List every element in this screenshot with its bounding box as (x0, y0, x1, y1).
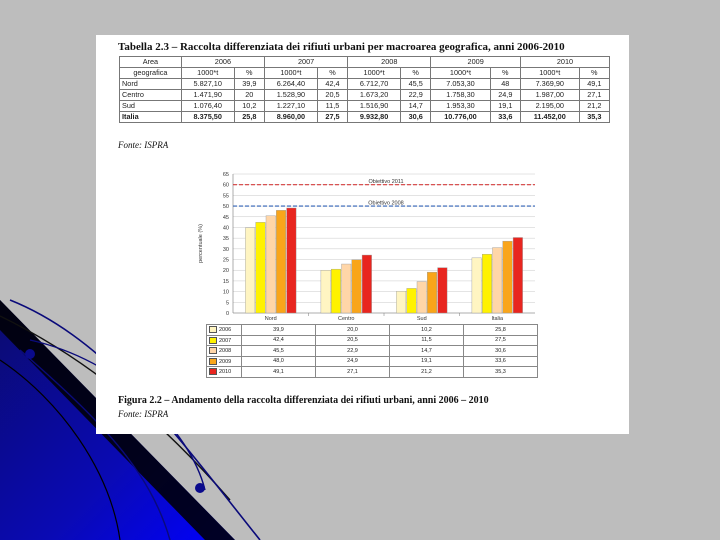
unit-header: 1000*t (181, 68, 234, 79)
y-tick-label: 40 (222, 225, 229, 232)
bar (342, 264, 352, 313)
y-tick-label: 50 (222, 204, 229, 211)
table-cell: 8.960,00 (264, 112, 317, 123)
data-label: 48,0 (242, 356, 316, 367)
table-cell: 20,5 (317, 90, 347, 101)
bar (245, 228, 255, 313)
legend-entry (207, 356, 242, 367)
reference-line-label: Obiettivo 2008 (368, 200, 404, 207)
legend-label: 2010 (219, 369, 232, 376)
bar (287, 208, 297, 313)
unit-header: 1000*t (264, 68, 317, 79)
data-label: 20,0 (316, 325, 390, 336)
table-cell: 14,7 (401, 101, 431, 112)
table-source: Fonte: ISPRA (118, 140, 169, 150)
table-cell: 1.953,30 (431, 101, 490, 112)
table-cell: 48 (490, 79, 520, 90)
data-label: 11,5 (390, 335, 464, 346)
table-cell: 11,5 (317, 101, 347, 112)
unit-header: 1000*t (520, 68, 579, 79)
year-header: 2009 (431, 57, 521, 68)
table-cell: 2.195,00 (520, 101, 579, 112)
chart-data-table (206, 324, 538, 378)
row-area-label: Nord (120, 79, 182, 90)
table-cell: 1.758,30 (431, 90, 490, 101)
bar (396, 291, 406, 313)
data-label: 22,9 (316, 346, 390, 357)
y-tick-label: 45 (222, 214, 229, 221)
table-cell: 21,2 (579, 101, 609, 112)
year-header: 2006 (181, 57, 264, 68)
y-tick-label: 10 (222, 289, 229, 296)
bar (493, 248, 503, 313)
unit-header: 1000*t (431, 68, 490, 79)
legend-swatch (209, 358, 217, 365)
data-label: 30,6 (464, 346, 538, 357)
bar (407, 288, 417, 313)
legend-entry (207, 367, 242, 378)
data-label: 19,1 (390, 356, 464, 367)
legend-swatch (209, 337, 217, 344)
unit-header: % (317, 68, 347, 79)
legend-label: 2008 (219, 348, 232, 355)
y-tick-label: 5 (225, 300, 229, 307)
bar (513, 238, 523, 313)
bar (362, 255, 372, 313)
accent-dot (195, 483, 205, 493)
row-area-label: Italia (120, 112, 182, 123)
bar (482, 254, 492, 313)
table-cell: 10,2 (234, 101, 264, 112)
legend-entry (207, 346, 242, 357)
y-tick-label: 60 (222, 182, 229, 189)
row-area-label: Centro (120, 90, 182, 101)
table-cell: 1.516,90 (348, 101, 401, 112)
table-cell: 6.712,70 (348, 79, 401, 90)
table-cell: 49,1 (579, 79, 609, 90)
table-cell: 20 (234, 90, 264, 101)
legend-row (207, 325, 538, 336)
x-category-label: Nord (264, 316, 277, 322)
legend-entry (207, 325, 242, 336)
table-cell: 25,8 (234, 112, 264, 123)
table-cell: 27,1 (579, 90, 609, 101)
unit-header: % (490, 68, 520, 79)
legend-label: 2007 (219, 337, 232, 344)
figure-source: Fonte: ISPRA (118, 409, 169, 419)
legend-row (207, 367, 538, 378)
table-cell: 6.264,40 (264, 79, 317, 90)
year-header: 2007 (264, 57, 347, 68)
table-cell: 7.053,30 (431, 79, 490, 90)
data-label: 24,9 (316, 356, 390, 367)
table-cell: 1.471,90 (181, 90, 234, 101)
table-cell: 22,9 (401, 90, 431, 101)
table-cell: 1.076,40 (181, 101, 234, 112)
data-label: 45,5 (242, 346, 316, 357)
legend-label: 2006 (219, 327, 232, 334)
table-cell: 27,5 (317, 112, 347, 123)
legend-row (207, 335, 538, 346)
y-tick-label: 65 (222, 172, 229, 178)
legend-row (207, 356, 538, 367)
bar (427, 272, 437, 313)
bar (331, 269, 341, 313)
table-cell: 5.827,10 (181, 79, 234, 90)
data-label: 21,2 (390, 367, 464, 378)
table-cell: 8.375,50 (181, 112, 234, 123)
data-label: 42,4 (242, 335, 316, 346)
bar (472, 258, 482, 313)
data-label: 33,6 (464, 356, 538, 367)
table-cell: 1.227,10 (264, 101, 317, 112)
table-cell: 19,1 (490, 101, 520, 112)
bar (352, 260, 362, 313)
y-axis-label: percentuale (%) (198, 224, 204, 263)
bar (266, 216, 276, 313)
year-header: 2010 (520, 57, 609, 68)
x-category-label: Italia (491, 316, 504, 322)
data-label: 10,2 (390, 325, 464, 336)
bar (321, 270, 331, 313)
table-cell: 1.987,00 (520, 90, 579, 101)
table-cell: 35,3 (579, 112, 609, 123)
year-header: 2008 (348, 57, 431, 68)
table-cell: 24,9 (490, 90, 520, 101)
figure-title: Figura 2.2 – Andamento della raccolta differenziata dei rifiuti urbani, anni 2006 – 2010 (118, 395, 489, 406)
y-tick-label: 15 (222, 278, 229, 285)
legend-label: 2009 (219, 358, 232, 365)
table-cell: 7.369,90 (520, 79, 579, 90)
legend-swatch (209, 368, 217, 375)
y-tick-label: 30 (222, 246, 229, 253)
unit-header: 1000*t (348, 68, 401, 79)
table-cell: 42,4 (317, 79, 347, 90)
table-cell: 11.452,00 (520, 112, 579, 123)
bar-chart (96, 35, 629, 335)
legend-swatch (209, 347, 217, 354)
data-label: 39,9 (242, 325, 316, 336)
area-subheader: geografica (120, 68, 182, 79)
accent-dot (25, 349, 35, 359)
data-label: 20,5 (316, 335, 390, 346)
data-label: 49,1 (242, 367, 316, 378)
legend-swatch (209, 326, 217, 333)
unit-header: % (401, 68, 431, 79)
y-tick-label: 20 (222, 268, 229, 275)
y-tick-label: 55 (222, 193, 229, 200)
legend-entry (207, 335, 242, 346)
data-label: 35,3 (464, 367, 538, 378)
data-label: 25,8 (464, 325, 538, 336)
table-cell: 1.528,90 (264, 90, 317, 101)
x-category-label: Sud (416, 316, 427, 322)
y-tick-label: 0 (225, 311, 229, 317)
data-label: 27,5 (464, 335, 538, 346)
legend-row (207, 346, 538, 357)
reference-line-label: Obiettivo 2011 (368, 179, 404, 186)
table-cell: 30,6 (401, 112, 431, 123)
bar (276, 210, 286, 313)
bar (503, 241, 513, 313)
x-category-label: Centro (337, 316, 355, 322)
area-header: Area (120, 57, 182, 68)
data-label: 27,1 (316, 367, 390, 378)
bar (417, 282, 427, 313)
unit-header: % (579, 68, 609, 79)
y-tick-label: 25 (222, 257, 229, 264)
bar (256, 222, 266, 313)
y-tick-label: 35 (222, 236, 229, 243)
table-cell: 9.932,80 (348, 112, 401, 123)
table-title: Tabella 2.3 – Raccolta differenziata dei rifiuti urbani per macroarea geografica, anni 2006-2010 (118, 41, 565, 53)
unit-header: % (234, 68, 264, 79)
table-cell: 45,5 (401, 79, 431, 90)
bar (438, 268, 448, 313)
table-cell: 10.776,00 (431, 112, 490, 123)
row-area-label: Sud (120, 101, 182, 112)
table-cell: 39,9 (234, 79, 264, 90)
table-cell: 1.673,20 (348, 90, 401, 101)
table-cell: 33,6 (490, 112, 520, 123)
data-label: 14,7 (390, 346, 464, 357)
